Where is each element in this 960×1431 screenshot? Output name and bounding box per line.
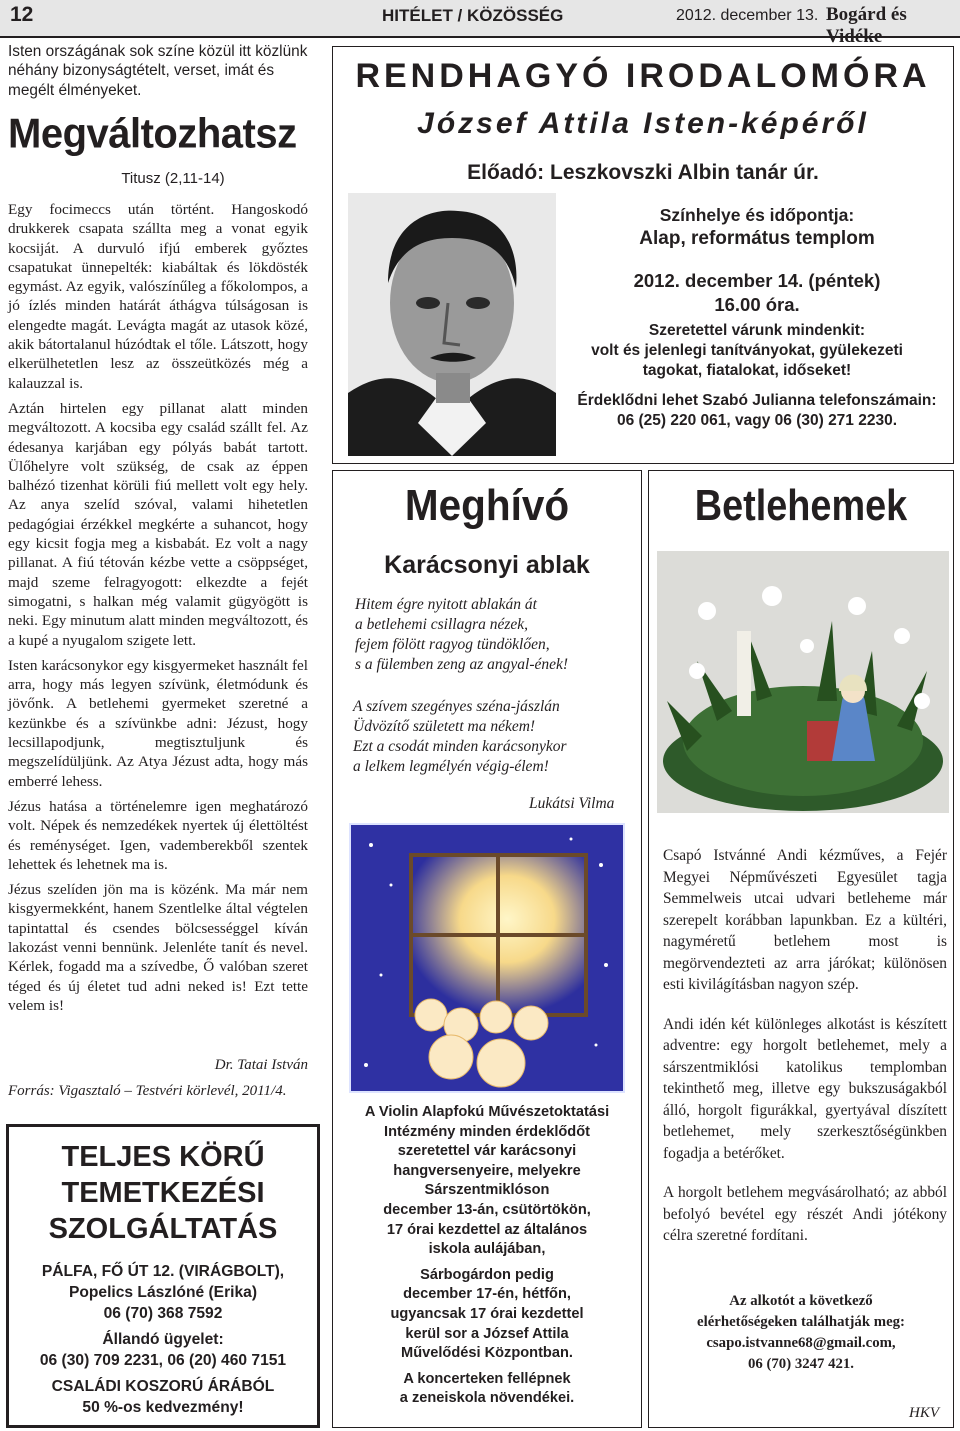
concert-line: Sárszentmiklóson: [424, 1182, 550, 1199]
article-paragraph: Jézus hatása a történelemre igen meghatározó volt. Népek és nemzedékek nyertek új élettöltést és reménységet. Igen, vademberekből szentek lehettek és lehetnek ma is.: [8, 797, 308, 873]
funeral-ad-title-line: TELJES KÖRŰ: [61, 1141, 265, 1173]
poem-line: a lelkem legmélyén végig-élem!: [353, 758, 549, 775]
article-paragraph: Aztán hirtelen egy pillanat alatt minden megváltozott. A kocsiba egy család szállt fel. Az édesanya karjában egy pólyás babát tartott. Ülőhelyre volt szükség, de csak az éppen balhézó tizenhat körüli fiú mellett volt egy hely. Az anya szelíd szóval, valami hihetetlen pedagógiai érzékkel megkérte a suhancot, hogy egy kicsit fogja meg a kisbabát. Ez volt a nagy pillanat. A fiú tétován kézbe vette a csöppséget, majd szeme felragyogott: elkezdte a fejét simogatni, s halkan még valamit gügyögött is neki. Egy minutum alatt minden megváltozott, és a kupé a nyugalom szigete lett.: [8, 399, 308, 649]
poem-stanza: [353, 697, 633, 777]
nativity-paragraph: Andi idén két különleges alkotást is készített adventre: egy horgolt betlehemet, mely a sárszentmiklósi katolikus templomban tekinthető meg, illetve egy bukszuságakból álló, horgolt figurákkal, gyertyával díszített betlehemet, mely szerkesztőségünkben fogadja a betérőket.: [663, 1015, 947, 1162]
funeral-ad-title: [9, 1139, 317, 1247]
lecture-time: 16.00 óra.: [714, 294, 800, 315]
funeral-ad-title-line: SZOLGÁLTATÁS: [48, 1213, 278, 1245]
contact-label: elérhetőségeken találhatják meg:: [697, 1314, 905, 1330]
nativity-title: Betlehemek: [694, 481, 908, 530]
poem-line: Ezt a csodát minden karácsonykor: [353, 738, 567, 755]
lecture-audience: volt és jelenlegi tanítványokat, gyülekezeti tagokat, fiatalokat, időseket!: [591, 342, 903, 379]
poem-title: Karácsonyi ablak: [384, 551, 590, 579]
concert-announcement: [333, 1103, 641, 1409]
concert-line: hangversenyeire, melyekre: [393, 1162, 581, 1179]
lecture-venue-label: Színhelye és időpontja:: [659, 205, 855, 225]
concert-line: iskola aulájában,: [428, 1241, 546, 1258]
article-author: Dr. Tatai István: [214, 1057, 308, 1073]
author-signature: HKV: [909, 1405, 939, 1421]
nativity-box: [648, 470, 954, 1428]
concert-line: szeretettel vár karácsonyi: [397, 1143, 577, 1160]
lecture-title: RENDHAGYÓ IRODALOMÓRA: [355, 57, 931, 95]
lecture-subtitle: József Attila Isten-képéről: [417, 107, 869, 140]
concert-line: Intézmény minden érdeklődőt: [384, 1123, 590, 1140]
window-illustration: [349, 823, 625, 1093]
issue-date: 2012. december 13.: [676, 7, 819, 24]
funeral-ad-duty-phones: 06 (30) 709 2231, 06 (20) 460 7151: [39, 1352, 287, 1369]
lecture-date: 2012. december 14. (péntek): [633, 270, 881, 291]
funeral-ad-phone: 06 (70) 368 7592: [103, 1305, 223, 1322]
concert-line: ugyancsak 17 órai kezdettel: [390, 1305, 584, 1322]
article-intro: Isten országának sok színe közül itt közlünk néhány bizonyságtételt, verset, imát és megélt élményeket.: [8, 43, 308, 99]
contact-phone: 06 (70) 3247 421.: [747, 1356, 855, 1372]
section-name: HITÉLET / KÖZÖSSÉG: [382, 6, 564, 25]
poem-line: Hitem égre nyitott ablakán át: [355, 596, 537, 613]
article-source: Forrás: Vigasztaló – Testvéri körlevél, 2011/4.: [8, 1083, 287, 1099]
poem-stanza: [355, 595, 635, 675]
funeral-ad-discount: 50 %-os kedvezmény!: [82, 1399, 244, 1416]
christmas-window-image: [351, 825, 623, 1091]
contact-label: Az alkotót a következő: [729, 1293, 873, 1309]
poem-line: A szívem szegényes széna-jászlán: [353, 698, 560, 715]
portrait-illustration: [348, 193, 556, 456]
concert-line: kerül sor a József Attila: [405, 1325, 569, 1342]
lecture-presenter: Előadó: Leszkovszki Albin tanár úr.: [467, 161, 819, 184]
concert-line: 17 órai kezdettel az általános: [386, 1221, 588, 1238]
poem-line: a betlehemi csillagra nézek,: [355, 616, 529, 633]
concert-line: Művelődési Központban.: [401, 1345, 573, 1362]
portrait-photo: [348, 193, 556, 456]
funeral-ad-title-line: TEMETKEZÉSI: [61, 1177, 265, 1209]
article-paragraph: Egy focimeccs után történt. Hangoskodó drukkerek csapata szállta meg a vonat egyik kocsiját. A durvuló ifjú emberek győztes csapatukat ünnepelték: kiabáltak és lökdösték egymást. Az egyik, valószínűleg a főkolompos, a jó ízlés minden határát áthágva túlságosan is elengedte magát. Levágta magát az utasok közé, akik bátortalanul húzódtak el tőle. Látszott, hogy elkerülhetetlen lesz az összeütközés még a kalauzzal is.: [8, 201, 308, 392]
article-paragraph: Isten karácsonykor egy kisgyermeket használt fel arra, hogy más legyen szívünk, életmódunk és jövőnk. A betlehemi gyermeket szeretné a kezünkbe és a szívünkbe adni: Jézust, hogy lecsillapodjunk, megtisztuljunk és megszelídüljünk. Az Atya Jézust adta, hogy más emberré lehess.: [8, 656, 308, 790]
page-header: [0, 0, 960, 47]
funeral-ad-duty-label: Állandó ügyelet:: [102, 1331, 224, 1348]
nativity-paragraph: A horgolt betlehem megvásárolható; az abból befolyó bevétel egy részét Andi jótékony célra szeretné fordítani.: [663, 1184, 947, 1244]
lecture-box: [332, 46, 954, 464]
concert-line: A koncerteken fellépnek: [403, 1370, 571, 1387]
nativity-contact: [649, 1291, 953, 1375]
poem-line: Üdvözítő született ma nékem!: [353, 718, 536, 735]
article-reference: Titusz (2,11-14): [121, 170, 225, 187]
concert-line: a zeneiskola növendékei.: [399, 1390, 575, 1407]
lecture-welcome: Szeretettel várunk mindenkit:: [648, 322, 866, 339]
funeral-ad: [6, 1124, 320, 1428]
publication-name: Bogárd és Vidéke: [826, 4, 907, 47]
page-number: 12: [10, 3, 34, 26]
concert-line: december 17-én, hétfőn,: [403, 1286, 571, 1303]
lecture-venue: Alap, református templom: [639, 228, 875, 249]
nativity-photo: [657, 551, 949, 813]
contact-email: csapo.istvanne68@gmail.com,: [706, 1335, 896, 1351]
invitation-box: [332, 470, 642, 1428]
article-body: [8, 200, 308, 1015]
invitation-title: Meghívó: [404, 481, 570, 530]
funeral-ad-offer: CSALÁDI KOSZORÚ ÁRÁBÓL: [51, 1378, 275, 1395]
poem-line: fejem fölött ragyog tündöklően,: [355, 636, 550, 653]
article-paragraph: Jézus szelíden jön ma is közénk. Ma már nem kisgyermekként, hanem Szentlelke által végtelen tapintattal és csendes bölcsességgel kíván lakozást venni bennünk. Jelenléte tanít és nevel. Kérlek, fogadd ma a szívedbe, Ő valóban szeret téged és új életet tud adni neked is! Ezt tette velem is!: [8, 881, 308, 1014]
funeral-ad-address: PÁLFA, FŐ ÚT 12. (VIRÁGBOLT),: [41, 1263, 285, 1280]
lecture-contact-label: Érdeklődni lehet Szabó Julianna telefonszámain:: [577, 392, 937, 409]
poet-name: Lukátsi Vilma: [529, 795, 615, 812]
concert-line: Sárbogárdon pedig: [420, 1266, 554, 1283]
concert-line: A Violin Alapfokú Művészetoktatási: [364, 1104, 610, 1120]
concert-line: december 13-án, csütörtökön,: [383, 1201, 591, 1218]
poem-line: s a fülemben zeng az angyal-ének!: [355, 656, 569, 673]
funeral-ad-owner: Popelics Lászlóné (Erika): [68, 1284, 258, 1301]
lecture-contact-phones: 06 (25) 220 061, vagy 06 (30) 271 2230.: [616, 412, 898, 429]
crocheted-nativity-image: [657, 551, 949, 813]
article-title: Megváltozhatsz: [8, 110, 297, 158]
nativity-paragraph: Csapó Istvánné Andi kézműves, a Fejér Megyei Népművészeti Egyesület tagja Semmelweis utcai udvari betleheme már szerepelt korábban lapunkban. Ez a kültéri, nagyméretű betlehem most is megörvendezteti az arra járókat; különösen esti kivilágításban nagyon szép.: [663, 847, 947, 993]
